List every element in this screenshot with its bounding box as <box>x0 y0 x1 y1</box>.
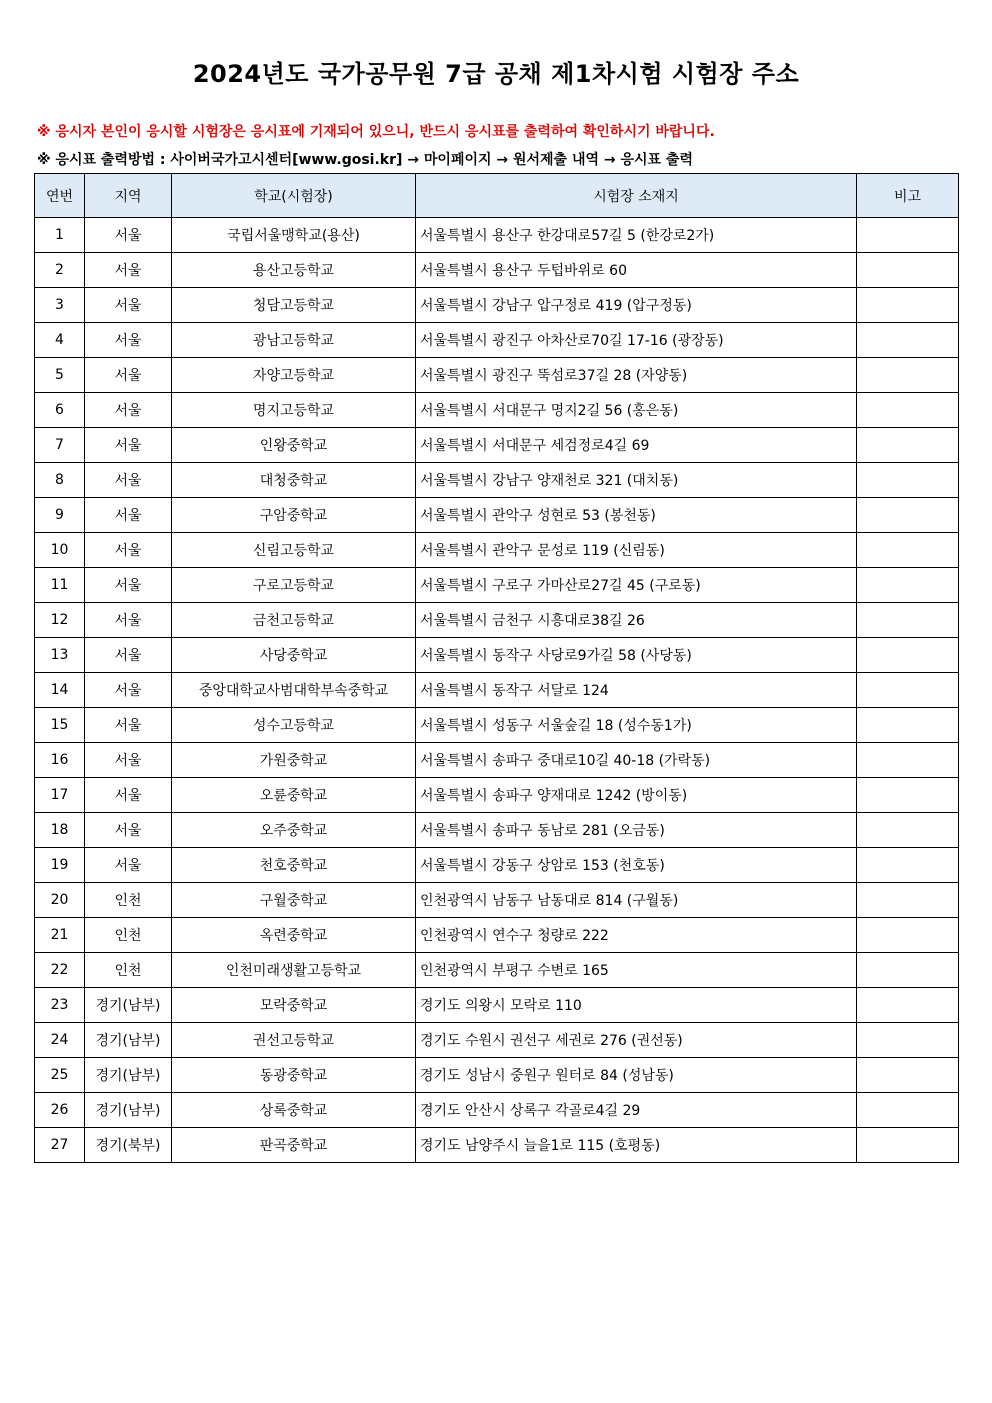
cell-school: 청담고등학교 <box>172 288 416 323</box>
table-row <box>35 568 959 603</box>
cell-no: 17 <box>35 778 85 813</box>
cell-address: 서울특별시 금천구 시흥대로38길 26 <box>416 603 857 638</box>
cell-remark <box>857 358 959 393</box>
cell-remark <box>857 463 959 498</box>
cell-no: 4 <box>35 323 85 358</box>
cell-school: 신림고등학교 <box>172 533 416 568</box>
cell-remark <box>857 498 959 533</box>
cell-no: 8 <box>35 463 85 498</box>
cell-school: 인천미래생활고등학교 <box>172 953 416 988</box>
cell-no: 22 <box>35 953 85 988</box>
cell-school: 가원중학교 <box>172 743 416 778</box>
cell-region: 서울 <box>85 498 172 533</box>
cell-address: 서울특별시 강동구 상암로 153 (천호동) <box>416 848 857 883</box>
cell-region: 인천 <box>85 918 172 953</box>
table-row <box>35 323 959 358</box>
cell-remark <box>857 778 959 813</box>
table-row <box>35 988 959 1023</box>
cell-no: 21 <box>35 918 85 953</box>
cell-no: 9 <box>35 498 85 533</box>
cell-region: 경기(북부) <box>85 1128 172 1163</box>
table-row <box>35 918 959 953</box>
cell-school: 국립서울맹학교(용산) <box>172 218 416 253</box>
cell-remark <box>857 743 959 778</box>
cell-remark <box>857 323 959 358</box>
cell-school: 구월중학교 <box>172 883 416 918</box>
table-row <box>35 498 959 533</box>
cell-address: 서울특별시 용산구 두텁바위로 60 <box>416 253 857 288</box>
table-row <box>35 638 959 673</box>
table-row <box>35 1128 959 1163</box>
table-row <box>35 393 959 428</box>
cell-address: 경기도 남양주시 늘을1로 115 (호평동) <box>416 1128 857 1163</box>
table-row <box>35 673 959 708</box>
table-row <box>35 953 959 988</box>
cell-remark <box>857 1023 959 1058</box>
cell-no: 5 <box>35 358 85 393</box>
cell-region: 경기(남부) <box>85 1093 172 1128</box>
header-no: 연번 <box>35 174 85 218</box>
cell-school: 구암중학교 <box>172 498 416 533</box>
table-row <box>35 1058 959 1093</box>
cell-school: 대청중학교 <box>172 463 416 498</box>
cell-no: 10 <box>35 533 85 568</box>
cell-school: 권선고등학교 <box>172 1023 416 1058</box>
exam-site-table <box>34 173 959 1163</box>
table-row <box>35 1023 959 1058</box>
table-row <box>35 533 959 568</box>
cell-region: 인천 <box>85 953 172 988</box>
table-row <box>35 1093 959 1128</box>
cell-no: 11 <box>35 568 85 603</box>
cell-school: 오륜중학교 <box>172 778 416 813</box>
cell-no: 20 <box>35 883 85 918</box>
cell-region: 서울 <box>85 638 172 673</box>
cell-address: 서울특별시 광진구 뚝섬로37길 28 (자양동) <box>416 358 857 393</box>
cell-region: 서울 <box>85 673 172 708</box>
cell-address: 경기도 의왕시 모락로 110 <box>416 988 857 1023</box>
cell-address: 서울특별시 강남구 압구정로 419 (압구정동) <box>416 288 857 323</box>
warning-note: ※ 응시자 본인이 응시할 시험장은 응시표에 기재되어 있으니, 반드시 응시표를 출력하여 확인하시기 바랍니다. <box>37 124 715 140</box>
header-address: 시험장 소재지 <box>416 174 857 218</box>
table-header <box>35 174 959 218</box>
cell-no: 13 <box>35 638 85 673</box>
cell-no: 12 <box>35 603 85 638</box>
cell-remark <box>857 1128 959 1163</box>
cell-no: 1 <box>35 218 85 253</box>
cell-address: 경기도 안산시 상록구 각골로4길 29 <box>416 1093 857 1128</box>
cell-address: 서울특별시 강남구 양재천로 321 (대치동) <box>416 463 857 498</box>
cell-school: 인왕중학교 <box>172 428 416 463</box>
cell-remark <box>857 533 959 568</box>
cell-region: 서울 <box>85 218 172 253</box>
cell-no: 7 <box>35 428 85 463</box>
table-row <box>35 428 959 463</box>
cell-no: 15 <box>35 708 85 743</box>
cell-school: 동광중학교 <box>172 1058 416 1093</box>
cell-remark <box>857 393 959 428</box>
cell-remark <box>857 218 959 253</box>
cell-address: 서울특별시 용산구 한강대로57길 5 (한강로2가) <box>416 218 857 253</box>
cell-no: 3 <box>35 288 85 323</box>
cell-region: 서울 <box>85 743 172 778</box>
cell-school: 천호중학교 <box>172 848 416 883</box>
table-row <box>35 778 959 813</box>
cell-address: 인천광역시 연수구 청량로 222 <box>416 918 857 953</box>
table-row <box>35 253 959 288</box>
cell-no: 27 <box>35 1128 85 1163</box>
cell-school: 판곡중학교 <box>172 1128 416 1163</box>
cell-region: 서울 <box>85 848 172 883</box>
cell-remark <box>857 1093 959 1128</box>
cell-remark <box>857 288 959 323</box>
cell-no: 14 <box>35 673 85 708</box>
cell-remark <box>857 603 959 638</box>
table-row <box>35 358 959 393</box>
cell-no: 24 <box>35 1023 85 1058</box>
cell-remark <box>857 253 959 288</box>
table-header-row <box>35 174 959 218</box>
table-body <box>35 218 959 1163</box>
cell-school: 오주중학교 <box>172 813 416 848</box>
cell-region: 경기(남부) <box>85 1058 172 1093</box>
cell-address: 경기도 수원시 권선구 세권로 276 (권선동) <box>416 1023 857 1058</box>
cell-region: 서울 <box>85 323 172 358</box>
table-row <box>35 463 959 498</box>
cell-region: 서울 <box>85 253 172 288</box>
cell-remark <box>857 638 959 673</box>
cell-region: 서울 <box>85 708 172 743</box>
cell-no: 16 <box>35 743 85 778</box>
cell-school: 모락중학교 <box>172 988 416 1023</box>
cell-no: 23 <box>35 988 85 1023</box>
cell-school: 구로고등학교 <box>172 568 416 603</box>
cell-remark <box>857 988 959 1023</box>
table-row <box>35 883 959 918</box>
cell-school: 사당중학교 <box>172 638 416 673</box>
table-row <box>35 848 959 883</box>
cell-address: 인천광역시 남동구 남동대로 814 (구월동) <box>416 883 857 918</box>
cell-address: 서울특별시 송파구 양재대로 1242 (방이동) <box>416 778 857 813</box>
table-row <box>35 708 959 743</box>
table-row <box>35 288 959 323</box>
cell-address: 서울특별시 관악구 문성로 119 (신림동) <box>416 533 857 568</box>
cell-address: 서울특별시 동작구 사당로9가길 58 (사당동) <box>416 638 857 673</box>
cell-school: 자양고등학교 <box>172 358 416 393</box>
cell-address: 서울특별시 구로구 가마산로27길 45 (구로동) <box>416 568 857 603</box>
cell-address: 인천광역시 부평구 수변로 165 <box>416 953 857 988</box>
cell-remark <box>857 883 959 918</box>
cell-school: 중앙대학교사범대학부속중학교 <box>172 673 416 708</box>
cell-address: 서울특별시 서대문구 세검정로4길 69 <box>416 428 857 463</box>
cell-region: 서울 <box>85 568 172 603</box>
cell-no: 19 <box>35 848 85 883</box>
table-row <box>35 603 959 638</box>
header-school: 학교(시험장) <box>172 174 416 218</box>
cell-address: 서울특별시 서대문구 명지2길 56 (홍은동) <box>416 393 857 428</box>
cell-region: 인천 <box>85 883 172 918</box>
cell-remark <box>857 1058 959 1093</box>
cell-region: 서울 <box>85 778 172 813</box>
page-title: 2024년도 국가공무원 7급 공채 제1차시험 시험장 주소 <box>192 60 800 88</box>
cell-remark <box>857 953 959 988</box>
header-remark: 비고 <box>857 174 959 218</box>
cell-address: 서울특별시 관악구 성현로 53 (봉천동) <box>416 498 857 533</box>
cell-remark <box>857 428 959 463</box>
cell-no: 25 <box>35 1058 85 1093</box>
cell-school: 옥련중학교 <box>172 918 416 953</box>
cell-school: 광남고등학교 <box>172 323 416 358</box>
cell-no: 18 <box>35 813 85 848</box>
print-method-note: ※ 응시표 출력방법 : 사이버국가고시센터[www.gosi.kr] → 마이페이지 → 원서제출 내역 → 응시표 출력 <box>37 152 693 168</box>
cell-region: 서울 <box>85 358 172 393</box>
cell-no: 6 <box>35 393 85 428</box>
cell-remark <box>857 918 959 953</box>
cell-address: 경기도 성남시 중원구 원터로 84 (성남동) <box>416 1058 857 1093</box>
cell-remark <box>857 848 959 883</box>
cell-region: 서울 <box>85 393 172 428</box>
cell-address: 서울특별시 동작구 서달로 124 <box>416 673 857 708</box>
cell-region: 경기(남부) <box>85 988 172 1023</box>
cell-region: 경기(남부) <box>85 1023 172 1058</box>
cell-region: 서울 <box>85 463 172 498</box>
cell-remark <box>857 708 959 743</box>
cell-school: 성수고등학교 <box>172 708 416 743</box>
cell-address: 서울특별시 송파구 동남로 281 (오금동) <box>416 813 857 848</box>
table-row <box>35 218 959 253</box>
cell-remark <box>857 568 959 603</box>
cell-school: 명지고등학교 <box>172 393 416 428</box>
cell-no: 2 <box>35 253 85 288</box>
cell-school: 금천고등학교 <box>172 603 416 638</box>
cell-region: 서울 <box>85 428 172 463</box>
cell-school: 상록중학교 <box>172 1093 416 1128</box>
header-region: 지역 <box>85 174 172 218</box>
cell-remark <box>857 813 959 848</box>
cell-region: 서울 <box>85 533 172 568</box>
cell-address: 서울특별시 광진구 아차산로70길 17-16 (광장동) <box>416 323 857 358</box>
cell-region: 서울 <box>85 603 172 638</box>
cell-address: 서울특별시 송파구 중대로10길 40-18 (가락동) <box>416 743 857 778</box>
table-row <box>35 743 959 778</box>
cell-region: 서울 <box>85 813 172 848</box>
cell-region: 서울 <box>85 288 172 323</box>
cell-no: 26 <box>35 1093 85 1128</box>
cell-school: 용산고등학교 <box>172 253 416 288</box>
table-row <box>35 813 959 848</box>
cell-remark <box>857 673 959 708</box>
cell-address: 서울특별시 성동구 서울숲길 18 (성수동1가) <box>416 708 857 743</box>
